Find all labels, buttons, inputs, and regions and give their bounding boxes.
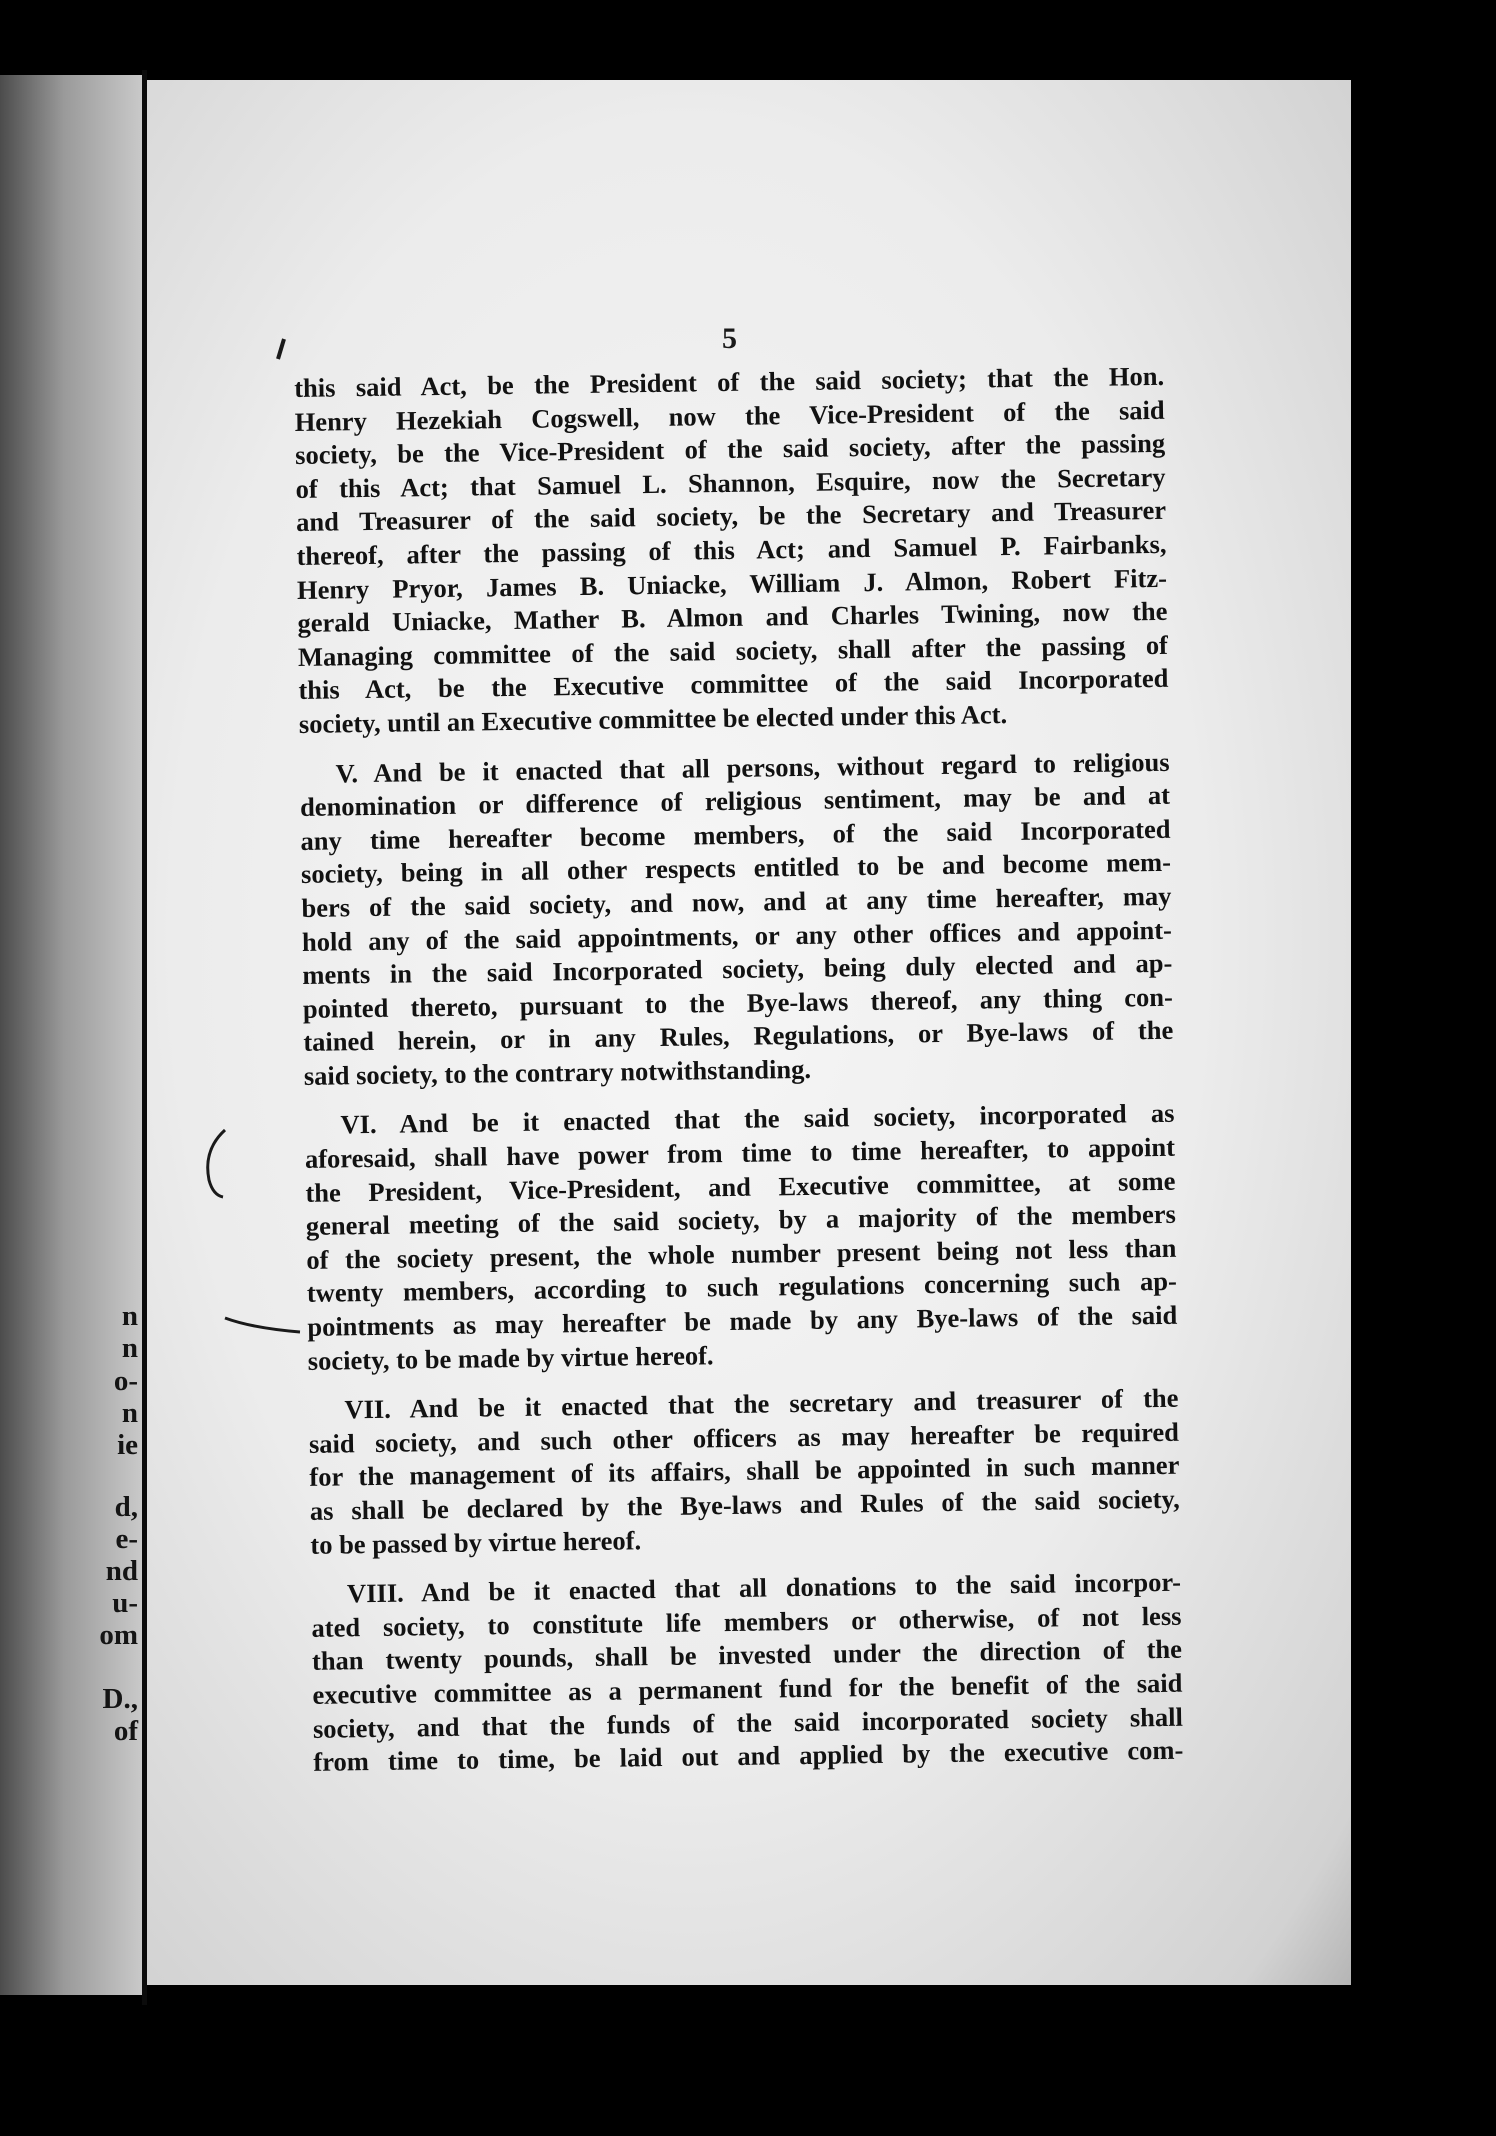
text-line: pointed thereto, pursuant to the Bye-laws thereof, any thing con- [302,981,1174,1024]
text-line: Henry Pryor, James B. Uniacke, William J. Almon, Robert Fitz- [296,562,1168,605]
left-fragment: o- [113,1365,138,1397]
text-line: society, be the Vice-President of the said society, after the passing [294,428,1166,471]
text-line: society, until an Executive committee be elected under this Act. [298,699,1008,739]
text-line: Managing committee of the said society, shall after the passing of [297,629,1169,672]
left-fragment: u- [112,1587,138,1619]
text-line: to be passed by virtue hereof. [310,1524,642,1560]
text-line: this Act, be the Executive committee of the said Incorporated [298,663,1169,706]
left-fragment: D., [102,1683,138,1715]
text-line: hold any of the said appointments, or any other offices and appoint- [301,914,1173,957]
text-line: than twenty pounds, shall be invested under the direction of the [311,1634,1183,1677]
left-fragment: n [121,1300,138,1332]
text-line: VI. And be it enacted that the said society, incorporated as [340,1098,1175,1140]
text-line: for the management of its affairs, shall be appointed in such manner [309,1450,1180,1493]
left-fragment: n [121,1332,138,1364]
text-line: general meeting of the said society, by a majority of the members [305,1199,1177,1242]
left-fragment: n [121,1397,138,1429]
text-line: VIII. And be it enacted that all donations to the said incorpor- [346,1566,1182,1609]
text-line: this said Act, be the President of the said society; that the Hon. [294,360,1165,403]
text-line: as shall be declared by the Bye-laws and Rules of the said society, [309,1483,1181,1526]
text-line: of the society present, the whole number present being not less than [306,1232,1177,1275]
section-vi-paragraph [304,1097,1178,1378]
page-body-text [294,360,1184,1796]
text-line: executive committee as a permanent fund for the benefit of the said [312,1667,1183,1710]
text-line: Henry Hezekiah Cogswell, now the Vice-President of the said [294,394,1165,437]
margin-underline-mark [222,1310,302,1340]
text-line: twenty members, according to such regulations concerning such ap- [306,1266,1177,1309]
section-v-paragraph [299,745,1174,1093]
text-line: any time hereafter become members, of the said Incorporated [300,813,1171,856]
text-line: ments in the said Incorporated society, being duly elected and ap- [302,947,1173,991]
left-fragment: of [113,1715,138,1747]
text-line: of this Act; that Samuel L. Shannon, Esquire, now the Secretary [295,461,1166,504]
text-line: and Treasurer of the said society, be the Secretary and Treasurer [295,495,1167,538]
section-vii-paragraph [308,1382,1180,1562]
text-line: from time to time, be laid out and applied by the executive com- [313,1734,1184,1778]
text-line: society, to be made by virtue hereof. [307,1339,714,1376]
paragraph-continued [294,360,1169,742]
left-fragment: nd [105,1555,138,1587]
margin-tick-mark [272,335,292,365]
text-line: bers of the said society, and now, and at any time hereafter, may [301,880,1172,923]
text-line: thereof, after the passing of this Act; and Samuel P. Fairbanks, [296,528,1167,571]
text-line: gerald Uniacke, Mather B. Almon and Charles Twining, now the [297,595,1168,639]
text-line: the President, Vice-President, and Executive committee, at some [305,1165,1176,1208]
page-number: 5 [722,322,737,355]
text-line: ated society, to constitute life members or otherwise, of not less [311,1600,1182,1643]
text-line: pointments as may hereafter be made by any Bye-laws of the said [307,1299,1178,1342]
text-line: said society, and such other officers as may hereafter be required [308,1416,1180,1459]
text-line: said society, to the contrary notwithstanding. [303,1053,812,1091]
margin-bracket-mark [195,1125,245,1205]
text-line: V. And be it enacted that all persons, without regard to religious [335,746,1170,788]
text-line: aforesaid, shall have power from time to time hereafter, to appoint [304,1131,1176,1174]
text-line: society, and that the funds of the said incorporated society shall [312,1701,1184,1744]
left-fragment: om [99,1619,138,1651]
left-page-fragment [0,75,142,1995]
text-line: VII. And be it enacted that the secretary and treasurer of the [344,1382,1179,1425]
text-line: tained herein, or in any Rules, Regulations, or Bye-laws of the [303,1015,1174,1058]
section-viii-paragraph [311,1566,1184,1780]
text-line: denomination or difference of religious sentiment, may be and at [299,779,1171,823]
left-fragment: e- [115,1523,138,1555]
text-line: society, being in all other respects entitled to be and become mem- [300,847,1172,890]
left-fragment: ie [117,1429,138,1461]
left-fragment: d, [114,1491,138,1523]
